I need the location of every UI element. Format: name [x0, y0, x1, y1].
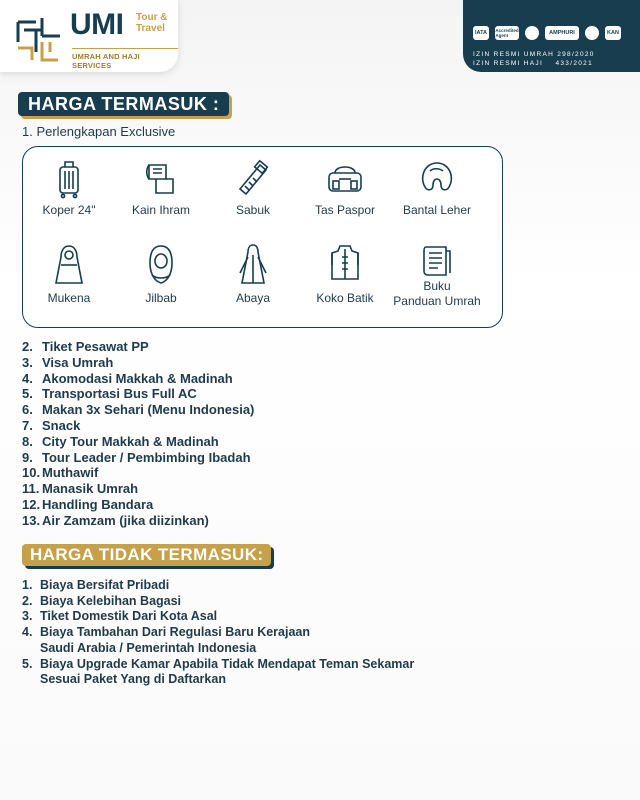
list-item: 13. Air Zamzam (jika diizinkan) — [22, 512, 209, 528]
excluded-heading: HARGA TIDAK TERMASUK: — [22, 544, 271, 566]
license-card — [463, 0, 640, 72]
accreditation-badges — [473, 26, 621, 40]
included-list — [22, 339, 254, 529]
equipment-item-jilbab — [115, 243, 207, 306]
kan-badge: KAN — [605, 26, 621, 40]
emblem-icon — [585, 26, 599, 40]
brand-tagline — [136, 12, 167, 34]
list-item: 10. Muthawif — [22, 465, 99, 481]
list-item: 6. Makan 3x Sehari (Menu Indonesia) — [22, 402, 255, 418]
shirt-icon — [328, 243, 362, 287]
mukena-icon — [52, 243, 86, 287]
license-umrah: IZIN RESMI UMRAH 298/2020 — [473, 51, 595, 58]
equipment-title: 1. Perlengkapan Exclusive — [22, 124, 176, 139]
license-haji: IZIN RESMI HAJI 433/2021 — [473, 60, 593, 67]
license-numbers — [473, 50, 595, 68]
equipment-label: Koper 24" — [42, 203, 96, 217]
list-item: 3. Visa Umrah — [22, 354, 114, 370]
list-item: 3. Tiket Domestik Dari Kota Asal — [22, 609, 218, 624]
neck-pillow-icon — [417, 159, 457, 199]
brand-tagline-line2: Travel — [136, 23, 165, 34]
equipment-item-bantal-leher — [391, 159, 483, 218]
book-icon — [420, 243, 454, 279]
list-item: 12. Handling Bandara — [22, 496, 154, 512]
brand-name: UMI — [70, 8, 124, 41]
accredited-agent-badge: Accredited Agent — [495, 28, 519, 38]
equipment-label-line1: Buku — [423, 279, 451, 293]
list-item: 9. Tour Leader / Pembimbing Ibadah — [22, 449, 251, 465]
umi-logo-icon — [12, 12, 66, 66]
equipment-label: Sabuk — [235, 203, 271, 217]
suitcase-icon — [52, 159, 86, 199]
list-item: 8. City Tour Makkah & Madinah — [22, 433, 219, 449]
equipment-item-abaya — [207, 243, 299, 306]
passport-bag-icon — [325, 159, 365, 199]
list-item-continuation: Sesuai Paket Yang di Daftarkan — [40, 672, 226, 687]
equipment-item-mukena — [23, 243, 115, 306]
cloth-icon — [144, 159, 178, 199]
equipment-item-tas-paspor — [299, 159, 391, 218]
equipment-label: Abaya — [235, 291, 271, 305]
iata-badge: IATA — [473, 26, 489, 40]
equipment-item-buku-panduan — [391, 243, 483, 309]
list-item: 2. Biaya Kelebihan Bagasi — [22, 593, 182, 608]
equipment-label: Kain Ihram — [131, 203, 191, 217]
equipment-label: Tas Paspor — [314, 203, 376, 217]
equipment-label: Jilbab — [145, 291, 177, 305]
included-heading: HARGA TERMASUK : — [18, 92, 229, 116]
brand-logo-card — [0, 0, 178, 72]
list-item: 7. Snack — [22, 417, 81, 433]
belt-icon — [236, 159, 270, 199]
brand-tagline-line1: Tour & — [136, 12, 168, 23]
list-item: 1. Biaya Bersifat Pribadi — [22, 578, 170, 592]
list-item: 5. Biaya Upgrade Kamar Apabila Tidak Mendapat Teman Sekamar — [22, 656, 415, 671]
equipment-label: Mukena — [47, 291, 91, 305]
list-item: 4. Biaya Tambahan Dari Regulasi Baru Kerajaan — [22, 625, 311, 640]
equipment-item-kain-ihram — [115, 159, 207, 218]
equipment-item-sabuk — [207, 159, 299, 218]
brand-services: UMRAH AND HAJI SERVICES — [72, 48, 178, 70]
equipment-panel — [22, 146, 503, 328]
equipment-item-koper — [23, 159, 115, 218]
equipment-label: Koko Batik — [316, 291, 374, 305]
list-item: 5. Transportasi Bus Full AC — [22, 386, 197, 402]
seal-icon — [525, 26, 539, 40]
list-item: 4. Akomodasi Makkah & Madinah — [22, 370, 233, 386]
amphuri-badge: AMPHURI — [545, 26, 579, 40]
list-item: 2. Tiket Pesawat PP — [22, 339, 149, 354]
equipment-item-koko-batik — [299, 243, 391, 306]
hijab-icon — [144, 243, 178, 287]
list-item-continuation: Saudi Arabia / Pemerintah Indonesia — [40, 640, 257, 655]
list-item: 11. Manasik Umrah — [22, 481, 139, 497]
equipment-label: Bantal Leher — [402, 203, 472, 217]
equipment-label-line2: Panduan Umrah — [393, 294, 481, 308]
abaya-icon — [236, 243, 270, 287]
excluded-list — [22, 578, 414, 688]
